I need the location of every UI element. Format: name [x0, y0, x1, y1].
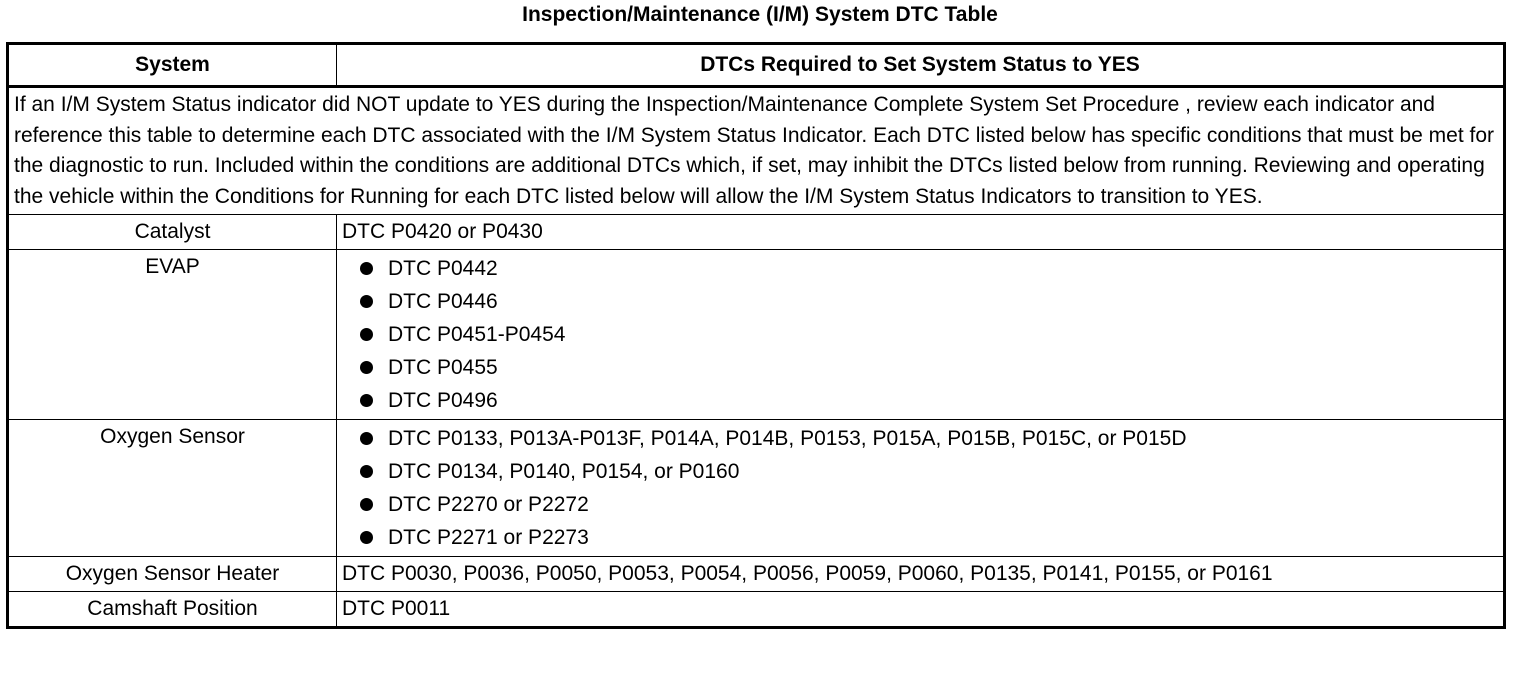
dtc-cell-catalyst: DTC P0420 or P0430: [337, 215, 1505, 250]
dtc-table: [6, 42, 1506, 629]
list-item-text: DTC P2270 or P2272: [388, 493, 589, 516]
list-item-text: DTC P0134, P0140, P0154, or P0160: [388, 460, 740, 483]
system-cell-oxygen-sensor-heater: Oxygen Sensor Heater: [8, 557, 337, 592]
list-item-text: DTC P0451-P0454: [388, 323, 566, 346]
dtc-cell-oxygen-sensor-heater: DTC P0030, P0036, P0050, P0053, P0054, P0056, P0059, P0060, P0135, P0141, P0155, or P0161: [337, 557, 1505, 592]
table-row: [8, 420, 1505, 557]
bullet-icon: [360, 394, 373, 407]
dtc-cell-camshaft-position: DTC P0011: [337, 592, 1505, 628]
table-row: [8, 592, 1505, 628]
list-item: [342, 285, 1498, 318]
table-row: [8, 215, 1505, 250]
system-cell-evap: EVAP: [8, 250, 337, 420]
list-item-text: DTC P2271 or P2273: [388, 526, 589, 549]
bullet-icon: [360, 328, 373, 341]
list-item: [342, 318, 1498, 351]
list-item: [342, 521, 1498, 554]
dtc-cell-evap: [337, 250, 1505, 420]
column-header-dtcs: DTCs Required to Set System Status to YES: [337, 44, 1505, 87]
bullet-icon: [360, 498, 373, 511]
list-item-text: DTC P0446: [388, 290, 498, 313]
list-item: [342, 488, 1498, 521]
bullet-icon: [360, 531, 373, 544]
bullet-icon: [360, 262, 373, 275]
dtc-list-oxygen-sensor: [342, 422, 1498, 554]
list-item: [342, 351, 1498, 384]
list-item-text: DTC P0442: [388, 257, 498, 280]
system-cell-camshaft-position: Camshaft Position: [8, 592, 337, 628]
list-item: [342, 384, 1498, 417]
list-item-text: DTC P0496: [388, 389, 498, 412]
bullet-icon: [360, 361, 373, 374]
intro-row: [8, 87, 1505, 215]
table-row: [8, 557, 1505, 592]
column-header-system: System: [8, 44, 337, 87]
intro-text: If an I/M System Status indicator did NOT update to YES during the Inspection/Maintenance Complete System Set Procedure , review each indicator and reference this table to determine each DTC associated with the I/M System Status Indicator. Each DTC listed below has specific conditions that must be met for the diagnostic to run. Included within the conditions are additional DTCs which, if set, may inhibit the DTCs listed below from running. Reviewing and operating the vehicle within the Conditions for Running for each DTC listed below will allow the I/M System Status Indicators to transition to YES.: [8, 87, 1505, 215]
list-item-text: DTC P0455: [388, 356, 498, 379]
list-item: [342, 422, 1498, 455]
table-row: [8, 250, 1505, 420]
list-item: [342, 455, 1498, 488]
dtc-list-evap: [342, 252, 1498, 417]
list-item-text: DTC P0133, P013A-P013F, P014A, P014B, P0153, P015A, P015B, P015C, or P015D: [388, 427, 1187, 450]
bullet-icon: [360, 295, 373, 308]
table-title: Inspection/Maintenance (I/M) System DTC Table: [522, 3, 998, 26]
bullet-icon: [360, 432, 373, 445]
table-header-row: [8, 44, 1505, 87]
system-cell-catalyst: Catalyst: [8, 215, 337, 250]
list-item: [342, 252, 1498, 285]
dtc-cell-oxygen-sensor: [337, 420, 1505, 557]
bullet-icon: [360, 465, 373, 478]
system-cell-oxygen-sensor: Oxygen Sensor: [8, 420, 337, 557]
